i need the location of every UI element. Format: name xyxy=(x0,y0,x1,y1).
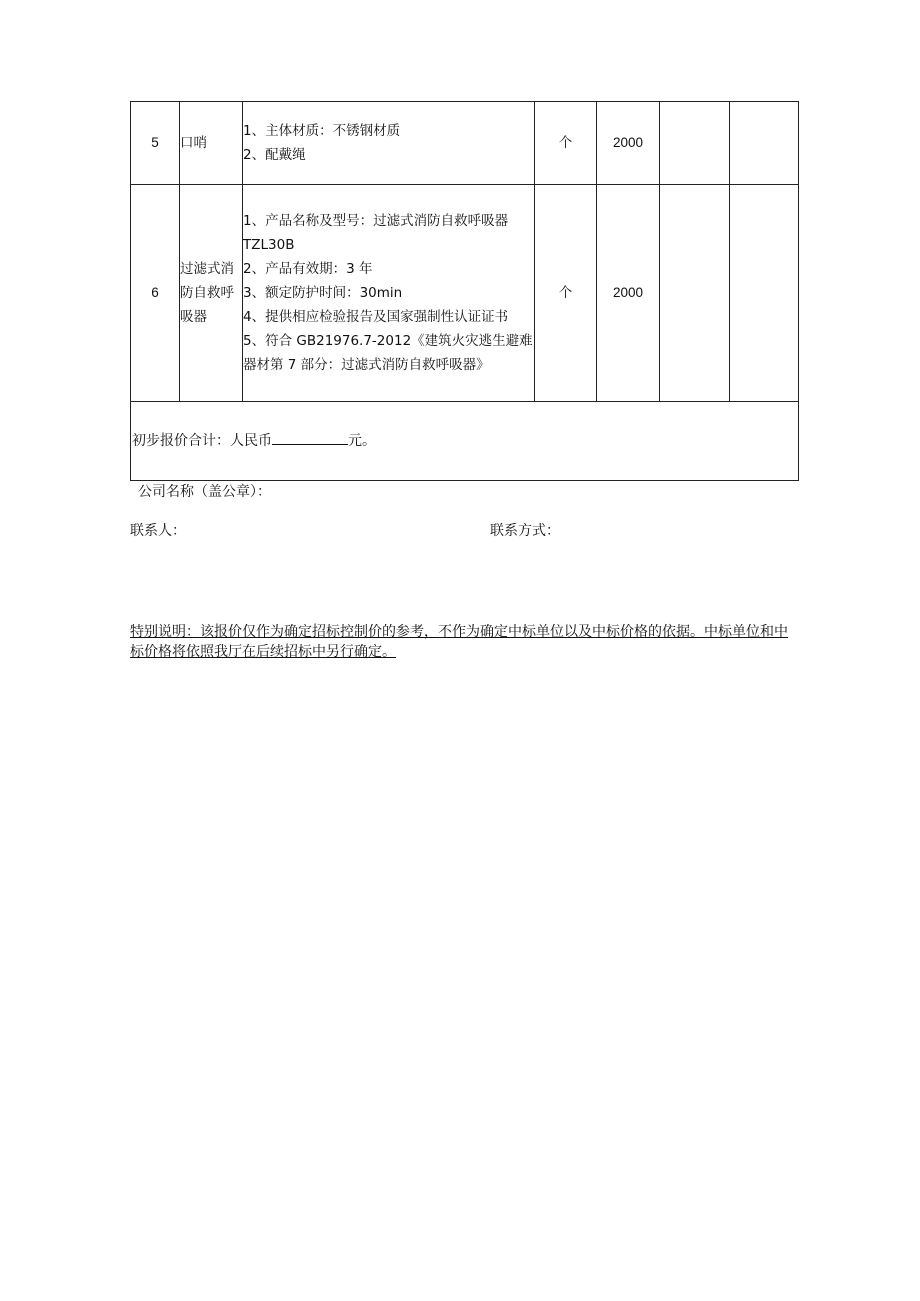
table-row xyxy=(131,185,799,402)
item-quantity: 2000 xyxy=(597,102,660,185)
table-row xyxy=(131,102,799,185)
spec-line: 1、产品名称及型号：过滤式消防自救呼吸器 TZL30B xyxy=(243,213,509,253)
spec-line: 2、产品有效期：3 年 xyxy=(243,261,373,277)
unit-price-cell xyxy=(660,185,730,402)
item-name: 口哨 xyxy=(180,102,243,185)
spec-line: 1、主体材质：不锈钢材质 xyxy=(243,123,401,139)
total-amount-blank xyxy=(272,430,348,445)
spec-line: 4、提供相应检验报告及国家强制性认证证书 xyxy=(243,309,509,325)
total-row xyxy=(131,402,799,481)
row-number: 5 xyxy=(131,102,180,185)
company-name-label: 公司名称（盖公章）： xyxy=(138,484,271,500)
item-spec xyxy=(243,102,535,185)
contact-method-label: 联系方式： xyxy=(490,523,560,539)
spec-line: 2、配戴绳 xyxy=(243,147,306,163)
unit-price-cell xyxy=(660,102,730,185)
item-unit: 个 xyxy=(535,102,597,185)
amount-cell xyxy=(730,102,799,185)
spec-line: 3、额定防护时间：30min xyxy=(243,285,403,301)
item-name: 过滤式消防自救呼吸器 xyxy=(180,185,243,402)
spec-line: 5、符合 GB21976.7-2012《建筑火灾逃生避难器材第 7 部分：过滤式消防自救呼吸器》 xyxy=(243,333,533,373)
contact-person-label: 联系人： xyxy=(130,523,186,539)
special-note: 特别说明：该报价仅作为确定招标控制价的参考，不作为确定中标单位以及中标价格的依据。中标单位和中标价格将依照我厅在后续招标中另行确定。 xyxy=(130,624,788,660)
item-unit: 个 xyxy=(535,185,597,402)
total-cell xyxy=(131,402,799,481)
item-quantity: 2000 xyxy=(597,185,660,402)
item-spec xyxy=(243,185,535,402)
total-suffix: 元。 xyxy=(348,433,376,449)
row-number: 6 xyxy=(131,185,180,402)
quotation-table xyxy=(130,101,799,481)
total-prefix: 初步报价合计：人民币 xyxy=(132,433,272,449)
amount-cell xyxy=(730,185,799,402)
